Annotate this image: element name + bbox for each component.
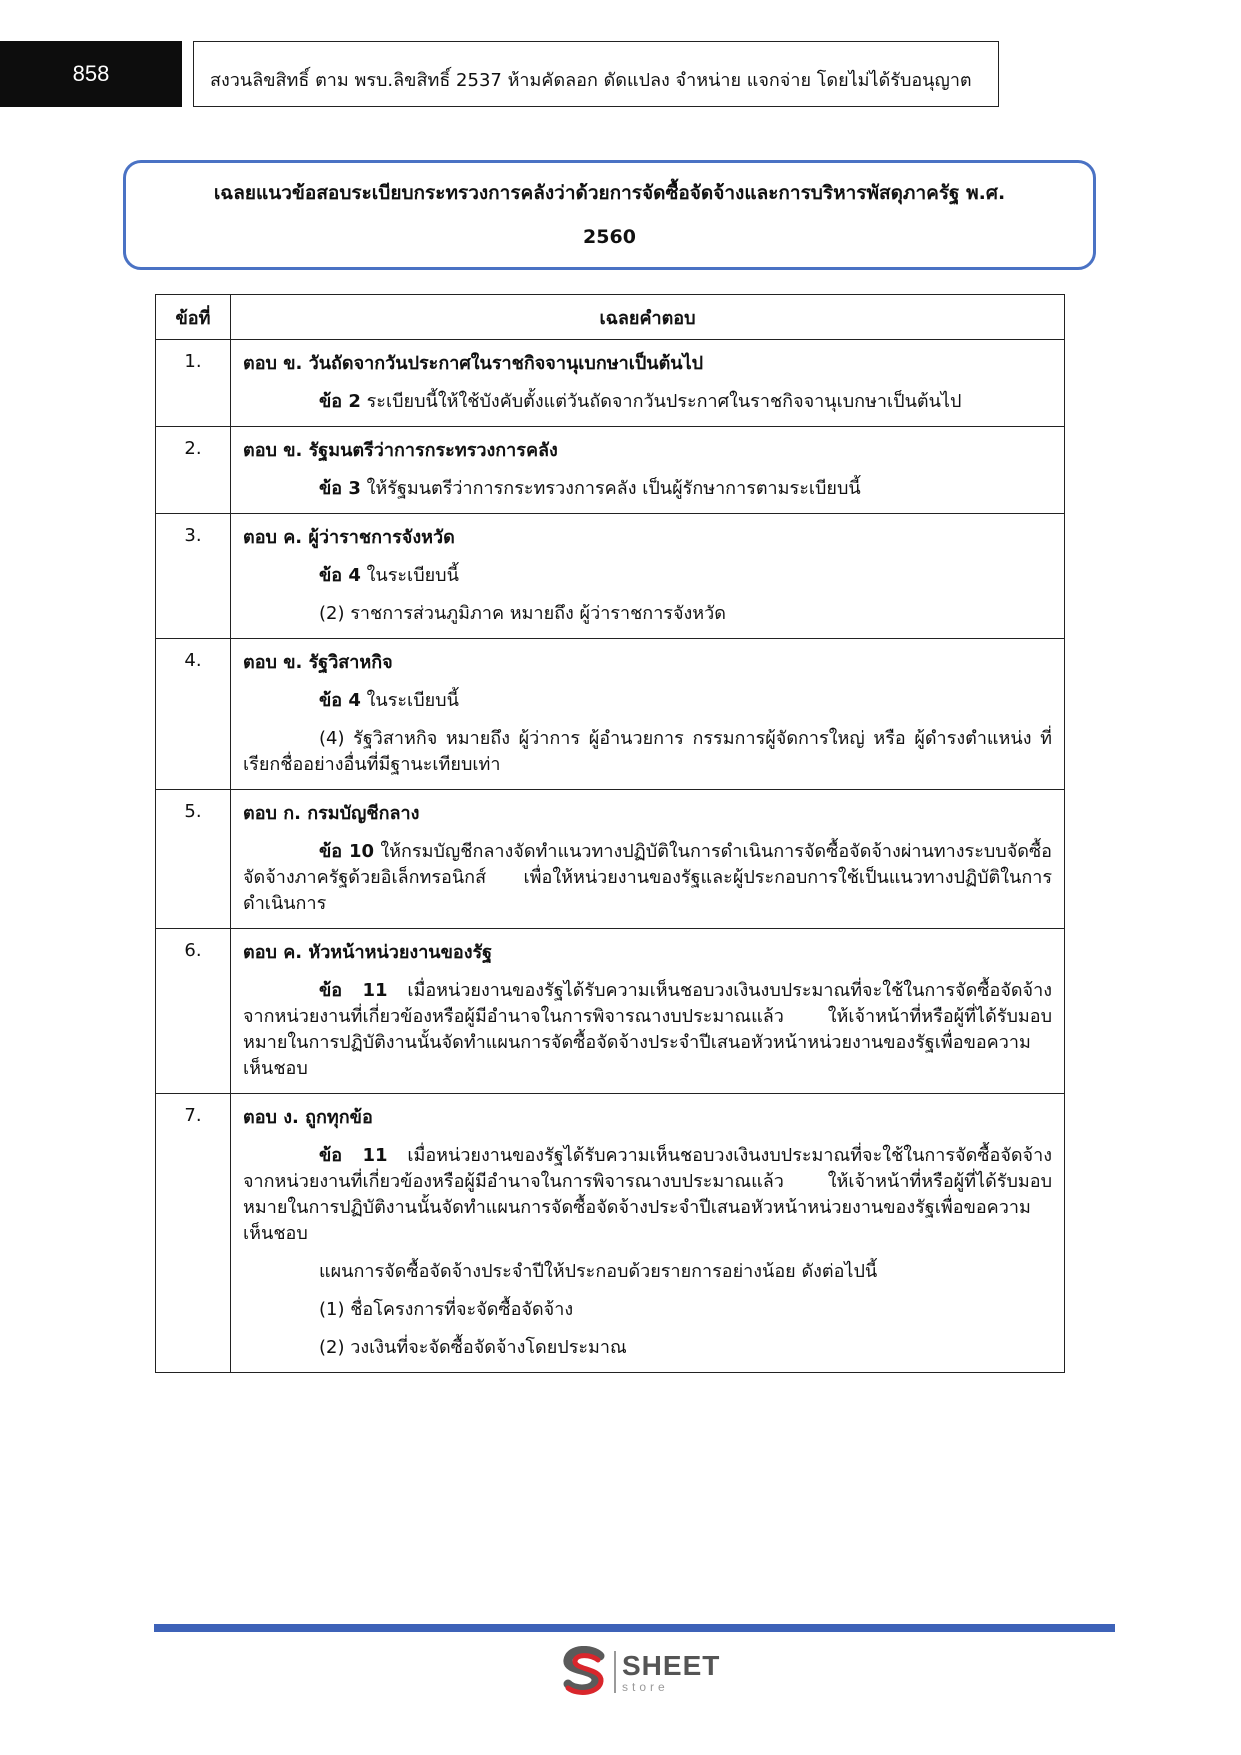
document-title xyxy=(123,160,1096,270)
answer-cell xyxy=(231,639,1065,790)
clause-detail: (4) รัฐวิสาหกิจ หมายถึง ผู้ว่าการ ผู้อำนวยการ กรรมการผู้จัดการใหญ่ หรือ ผู้ดำรงตำแหน่ง ที่เรียกชื่ออย่างอื่นที่มีฐานะเทียบเท่า xyxy=(243,728,1052,775)
clause-paragraph xyxy=(243,1137,1052,1253)
page-number-text: 858 xyxy=(72,61,110,86)
clause-label: ข้อ 11 xyxy=(319,980,388,1001)
title-line-2: 2560 xyxy=(583,226,636,248)
clause-text: ในระเบียบนี้ xyxy=(360,690,459,711)
clause-label: ข้อ 10 xyxy=(319,841,375,862)
clause-paragraph xyxy=(243,972,1052,1088)
clause-paragraph xyxy=(243,470,1052,508)
title-line-1: เฉลยแนวข้อสอบระเบียบกระทรวงการคลังว่าด้วยการจัดซื้อจัดจ้างและการบริหารพัสดุภาครัฐ พ.ศ. xyxy=(213,182,1006,204)
answer-cell xyxy=(231,790,1065,929)
answer-cell xyxy=(231,340,1065,427)
logo-subword: store xyxy=(622,1679,669,1694)
answer-choice: ตอบ ข. รัฐวิสาหกิจ xyxy=(243,652,393,673)
clause-label: ข้อ 2 xyxy=(319,391,361,412)
copyright-notice xyxy=(193,41,999,107)
table-row xyxy=(156,514,1065,639)
clause-label: ข้อ 11 xyxy=(319,1145,388,1166)
copyright-text: สงวนลิขสิทธิ์ ตาม พรบ.ลิขสิทธิ์ 2537 ห้ามคัดลอก ดัดแปลง จำหน่าย แจกจ่าย โดยไม่ได้รับอนุญาต xyxy=(210,69,972,91)
question-number: 1. xyxy=(156,340,231,427)
table-row xyxy=(156,639,1065,790)
page-number xyxy=(0,41,182,107)
table-row xyxy=(156,929,1065,1094)
answer-cell xyxy=(231,929,1065,1094)
answer-choice: ตอบ ง. ถูกทุกข้อ xyxy=(243,1107,373,1128)
question-number: 2. xyxy=(156,427,231,514)
table-header-row xyxy=(156,295,1065,340)
clause-paragraph xyxy=(243,682,1052,720)
logo-divider xyxy=(614,1651,616,1693)
clause-text: ให้กรมบัญชีกลางจัดทำแนวทางปฏิบัติในการดำเนินการจัดซื้อจัดจ้างผ่านทางระบบจัดซื้อจัดจ้างภาครัฐด้วยอิเล็กทรอนิกส์ เพื่อให้หน่วยงานของรัฐและผู้ประกอบการใช้เป็นแนวทางปฏิบัติในการดำเนินการ xyxy=(243,841,1052,914)
question-number: 7. xyxy=(156,1094,231,1373)
answer-choice: ตอบ ค. ผู้ว่าราชการจังหวัด xyxy=(243,527,455,548)
clause-label: ข้อ 4 xyxy=(319,565,361,586)
sheet-store-logo-icon xyxy=(560,1646,608,1698)
answer-cell xyxy=(231,427,1065,514)
clause-text: เมื่อหน่วยงานของรัฐได้รับความเห็นชอบวงเงินงบประมาณที่จะใช้ในการจัดซื้อจัดจ้างจากหน่วยงานที่เกี่ยวข้องหรือผู้มีอำนาจในการพิจารณางบประมาณแล้ว ให้เจ้าหน้าที่หรือผู้ที่ได้รับมอบหมายในการปฏิบัติงานนั้นจัดทำแผนการจัดซื้อจัดจ้างประจำปีเสนอหัวหน้าหน่วยงานของรัฐเพื่อขอความเห็นชอบ xyxy=(243,1145,1052,1244)
answer-choice: ตอบ ค. หัวหน้าหน่วยงานของรัฐ xyxy=(243,942,493,963)
question-number: 4. xyxy=(156,639,231,790)
clause-extra: แผนการจัดซื้อจัดจ้างประจำปีให้ประกอบด้วยรายการอย่างน้อย ดังต่อไปนี้ xyxy=(319,1261,878,1282)
clause-paragraph xyxy=(243,833,1052,923)
answer-choice: ตอบ ข. รัฐมนตรีว่าการกระทรวงการคลัง xyxy=(243,440,558,461)
clause-extra-item: (1) ชื่อโครงการที่จะจัดซื้อจัดจ้าง xyxy=(319,1299,574,1320)
question-number: 5. xyxy=(156,790,231,929)
answer-choice: ตอบ ข. วันถัดจากวันประกาศในราชกิจจานุเบกษาเป็นต้นไป xyxy=(243,353,704,374)
clause-text: ให้รัฐมนตรีว่าการกระทรวงการคลัง เป็นผู้รักษาการตามระเบียบนี้ xyxy=(360,478,861,499)
column-header-no: ข้อที่ xyxy=(156,295,231,340)
question-number: 6. xyxy=(156,929,231,1094)
table-row xyxy=(156,340,1065,427)
clause-text: ระเบียบนี้ให้ใช้บังคับตั้งแต่วันถัดจากวันประกาศในราชกิจจานุเบกษาเป็นต้นไป xyxy=(360,391,962,412)
logo-wordmark xyxy=(622,1649,721,1694)
logo-word: SHEET xyxy=(622,1649,721,1681)
answer-table xyxy=(155,294,1065,1373)
clause-label: ข้อ 3 xyxy=(319,478,361,499)
answer-choice: ตอบ ก. กรมบัญชีกลาง xyxy=(243,803,420,824)
table-row xyxy=(156,1094,1065,1373)
sheet-store-logo xyxy=(560,1646,720,1698)
clause-text: เมื่อหน่วยงานของรัฐได้รับความเห็นชอบวงเงินงบประมาณที่จะใช้ในการจัดซื้อจัดจ้างจากหน่วยงานที่เกี่ยวข้องหรือผู้มีอำนาจในการพิจารณางบประมาณแล้ว ให้เจ้าหน้าที่หรือผู้ที่ได้รับมอบหมายในการปฏิบัติงานนั้นจัดทำแผนการจัดซื้อจัดจ้างประจำปีเสนอหัวหน้าหน่วยงานของรัฐเพื่อขอความเห็นชอบ xyxy=(243,980,1052,1079)
table-row xyxy=(156,790,1065,929)
clause-detail: (2) ราชการส่วนภูมิภาค หมายถึง ผู้ว่าราชการจังหวัด xyxy=(319,603,726,624)
clause-paragraph xyxy=(243,383,1052,421)
clause-extra-item: (2) วงเงินที่จะจัดซื้อจัดจ้างโดยประมาณ xyxy=(319,1337,627,1358)
clause-text: ในระเบียบนี้ xyxy=(360,565,459,586)
clause-label: ข้อ 4 xyxy=(319,690,361,711)
clause-paragraph xyxy=(243,557,1052,595)
table-row xyxy=(156,427,1065,514)
footer-rule xyxy=(154,1624,1115,1632)
answer-cell xyxy=(231,514,1065,639)
answer-cell xyxy=(231,1094,1065,1373)
question-number: 3. xyxy=(156,514,231,639)
column-header-answer: เฉลยคำตอบ xyxy=(231,295,1065,340)
